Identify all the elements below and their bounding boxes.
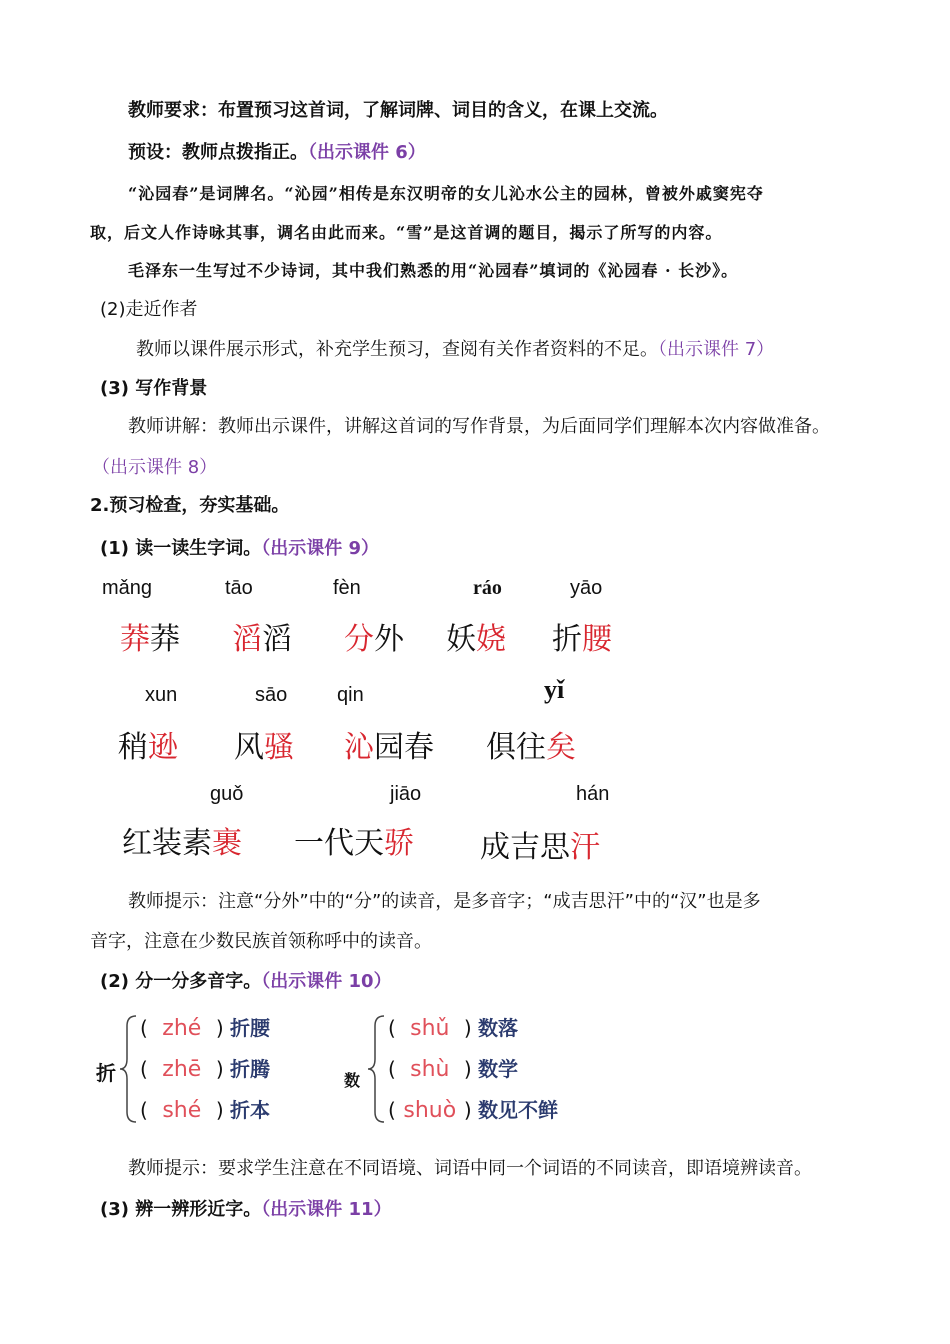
plain-char: 折 xyxy=(552,622,582,657)
section-preview-check-heading: 2.预习检查，夯实基础。 xyxy=(90,495,290,516)
courseware-ref-11: （出示课件 11） xyxy=(261,1199,392,1220)
pinyin: xun xyxy=(145,684,178,706)
pinyin: sāo xyxy=(255,684,288,706)
plain-char: 俱往 xyxy=(486,730,546,765)
polyphone-root-shu: 数 xyxy=(344,1071,361,1090)
section-author-heading: (2)走近作者 xyxy=(100,299,198,320)
plain-char: 莽 xyxy=(150,622,180,657)
target-char: 裹 xyxy=(212,826,242,861)
plain-char: 风 xyxy=(234,730,264,765)
polyphone-item: ( shǔ ) 数落 xyxy=(388,1016,518,1041)
pinyin: tāo xyxy=(225,577,253,599)
teacher-explain-line: 教师讲解：教师出示课件，讲解这首词的写作背景，为后面同学们理解本次内容做准备。 xyxy=(128,416,830,437)
pron-text: zhē xyxy=(162,1057,202,1082)
target-char: 骄 xyxy=(384,826,414,861)
pron-text: shuò xyxy=(403,1098,457,1123)
pron-text: shù xyxy=(410,1057,450,1082)
plain-char: 稍 xyxy=(118,730,148,765)
target-char: 分 xyxy=(344,622,374,657)
read-words-text: (1) 读一读生字词。 xyxy=(100,538,262,559)
target-char: 矣 xyxy=(546,730,576,765)
vocab-word xyxy=(446,620,506,660)
polyphone-item: ( shù ) 数学 xyxy=(388,1057,518,1082)
target-char: 沁 xyxy=(344,730,374,765)
pron-text: shé xyxy=(162,1098,202,1123)
target-char: 娆 xyxy=(476,622,506,657)
section-background-heading: (3) 写作背景 xyxy=(100,378,208,399)
mao-poems-line: 毛泽东一生写过不少诗词，其中我们熟悉的用“沁园春”填词的《沁园春 · 长沙》。 xyxy=(128,261,739,280)
pinyin: yǐ xyxy=(544,675,565,704)
pron-text: zhé xyxy=(162,1016,202,1041)
pron-text: shǔ xyxy=(410,1016,450,1041)
pinyin: ráo xyxy=(473,577,502,599)
vocab-word xyxy=(294,824,414,864)
read-words-heading xyxy=(100,537,379,561)
left-brace-icon xyxy=(118,1014,138,1124)
plain-char: 外 xyxy=(374,622,404,657)
target-char: 逊 xyxy=(148,730,178,765)
courseware-ref-9: （出示课件 9） xyxy=(261,538,380,559)
vocab-word xyxy=(120,620,180,660)
polyphone-word: 折腰 xyxy=(229,1016,270,1040)
plain-char: 红装素 xyxy=(122,826,212,861)
vocab-word xyxy=(486,728,576,768)
plain-char: 滔 xyxy=(262,622,292,657)
polyphone-item: ( zhē ) 折腾 xyxy=(140,1057,270,1082)
plain-char: 园春 xyxy=(374,730,434,765)
target-char: 骚 xyxy=(264,730,294,765)
polyphone-word: 折本 xyxy=(229,1098,270,1122)
pinyin: fèn xyxy=(333,577,361,599)
plain-char: 成吉思 xyxy=(480,830,570,865)
cipai-explanation-line-2: 取，后文人作诗咏其事，调名由此而来。“雪”是这首调的题目，揭示了所写的内容。 xyxy=(90,223,723,242)
courseware-ref-6: （出示课件 6） xyxy=(308,142,426,163)
courseware-ref-8: （出示课件 8） xyxy=(92,457,218,478)
courseware-ref-10: （出示课件 10） xyxy=(261,971,392,992)
cipai-explanation-line-1: “沁园春”是词牌名。“沁园”相传是东汉明帝的女儿沁水公主的园林，曾被外戚窦宪夺 xyxy=(128,184,764,203)
polyphone-word: 数学 xyxy=(477,1057,518,1081)
polyphone-word: 数见不鲜 xyxy=(477,1098,558,1122)
similar-chars-heading xyxy=(100,1198,392,1222)
vocab-word xyxy=(480,828,600,868)
target-char: 滔 xyxy=(232,622,262,657)
preset-text: 预设：教师点拨指正。 xyxy=(128,142,308,163)
plain-char: 一代天 xyxy=(294,826,384,861)
pinyin: guǒ xyxy=(210,783,244,805)
vocab-word xyxy=(232,620,292,660)
teacher-hint-line-1: 教师提示：注意“分外”中的“分”的读音，是多音字；“成吉思汗”中的“汉”也是多 xyxy=(128,891,761,912)
left-brace-icon xyxy=(366,1014,386,1124)
teacher-request-line: 教师要求：布置预习这首词，了解词牌、词目的含义，在课上交流。 xyxy=(128,100,668,121)
polyphone-heading xyxy=(100,970,392,994)
pinyin: mǎng xyxy=(102,577,153,599)
pinyin: yāo xyxy=(570,577,603,599)
target-char: 腰 xyxy=(582,622,612,657)
pinyin: jiāo xyxy=(390,783,422,805)
preset-line xyxy=(128,141,426,165)
polyphone-heading-text: (2) 分一分多音字。 xyxy=(100,971,262,992)
polyphone-word: 数落 xyxy=(477,1016,518,1040)
target-char: 莽 xyxy=(120,622,150,657)
teacher-hint-line-2: 音字，注意在少数民族首领称呼中的读音。 xyxy=(90,931,432,952)
courseware-ref-7: （出示课件 7） xyxy=(658,339,775,360)
teacher-hint-context-line: 教师提示：要求学生注意在不同语境、词语中同一个词语的不同读音，即语境辨读音。 xyxy=(128,1158,812,1179)
vocab-word xyxy=(122,824,242,864)
pinyin: hán xyxy=(576,783,610,805)
similar-chars-text: (3) 辨一辨形近字。 xyxy=(100,1199,262,1220)
polyphone-word: 折腾 xyxy=(229,1057,270,1081)
polyphone-root-zhe: 折 xyxy=(96,1061,116,1085)
polyphone-item: ( shuò ) 数见不鲜 xyxy=(388,1098,558,1123)
vocab-word xyxy=(118,728,178,768)
polyphone-item: ( zhé ) 折腰 xyxy=(140,1016,270,1041)
vocab-word xyxy=(552,620,612,660)
plain-char: 妖 xyxy=(446,622,476,657)
vocab-word xyxy=(344,620,404,660)
vocab-word xyxy=(344,728,434,768)
author-intro-line xyxy=(136,338,774,362)
pinyin: qin xyxy=(337,684,364,706)
polyphone-item: ( shé ) 折本 xyxy=(140,1098,270,1123)
author-intro-text: 教师以课件展示形式，补充学生预习，查阅有关作者资料的不足。 xyxy=(136,339,658,360)
vocab-word xyxy=(234,728,294,768)
target-char: 汗 xyxy=(570,830,600,865)
